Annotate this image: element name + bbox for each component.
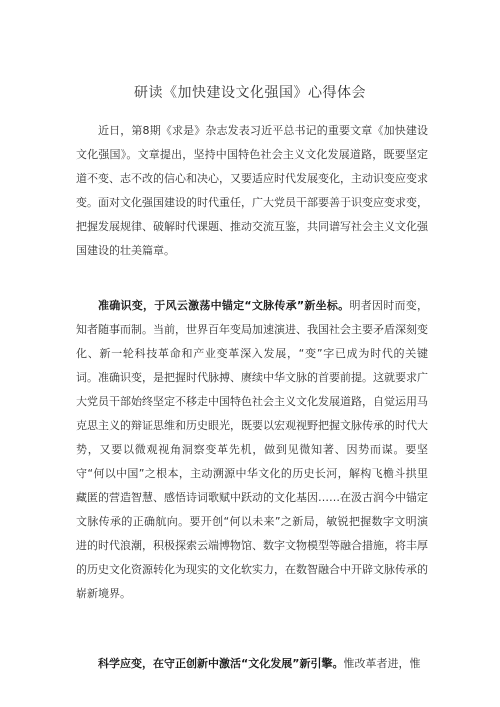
paragraph-intro (76, 119, 428, 263)
page-title: 研读《加快建设文化强国》心得体会 (134, 85, 366, 101)
paragraph-respond-change-heading: 科学应变，在守正创新中激活“文化发展”新引擎。 (98, 657, 344, 670)
paragraph-respond-change (76, 652, 428, 676)
paragraph-respond-change-text: 惟改革者进，惟 (343, 657, 421, 670)
paragraph-identify-change-heading: 准确识变，于风云激荡中锚定“文脉传承”新坐标。 (98, 299, 350, 312)
paragraph-intro-text: 近日，第8期《求是》杂志发表习近平总书记的重要文章《加快建设文化强国》。文章提出，坚持中国特色社会主义文化发展道路，既要坚定道不变、志不改的信心和决心，又要适应时代发展变化，主动识变应变求变。面对文化强国建设的时代重任，广大党员干部要善于识变应变求变，把握发展规律、破解时代课题、推动交流互鉴，共同谱写社会主义文化强国建设的壮美篇章。 (76, 124, 428, 257)
paragraph-identify-change (76, 294, 428, 606)
paragraph-identify-change-text: 明者因时而变，知者随事而制。当前，世界百年变局加速演进、我国社会主要矛盾深刻变化、新一轮科技革命和产业变革深入发展，“变”字已成为时代的关键词。准确识变，是把握时代脉搏、赓续中华文脉的首要前提。这就要求广大党员干部始终坚定不移走中国特色社会主义文化发展道路，自觉运用马克思主义的辩证思维和历史眼光，既要以宏观视野把握文脉传承的时代大势，又要以微观视角洞察变革先机，做到见微知著、因势而谋。要坚守“何以中国”之根本，主动溯源中华文化的历史长河，解构飞檐斗拱里藏匿的营造智慧、感悟诗词歌赋中跃动的文化基因……在汲古润今中锚定文脉传承的正确航向。要开创“何以未来”之新局，敏锐把握数字文明演进的时代浪潮，积极探索云端博物馆、数字文物模型等融合措施，将丰厚的历史文化资源转化为现实的文化软实力，在数智融合中开辟文脉传承的崭新境界。 (76, 299, 428, 600)
